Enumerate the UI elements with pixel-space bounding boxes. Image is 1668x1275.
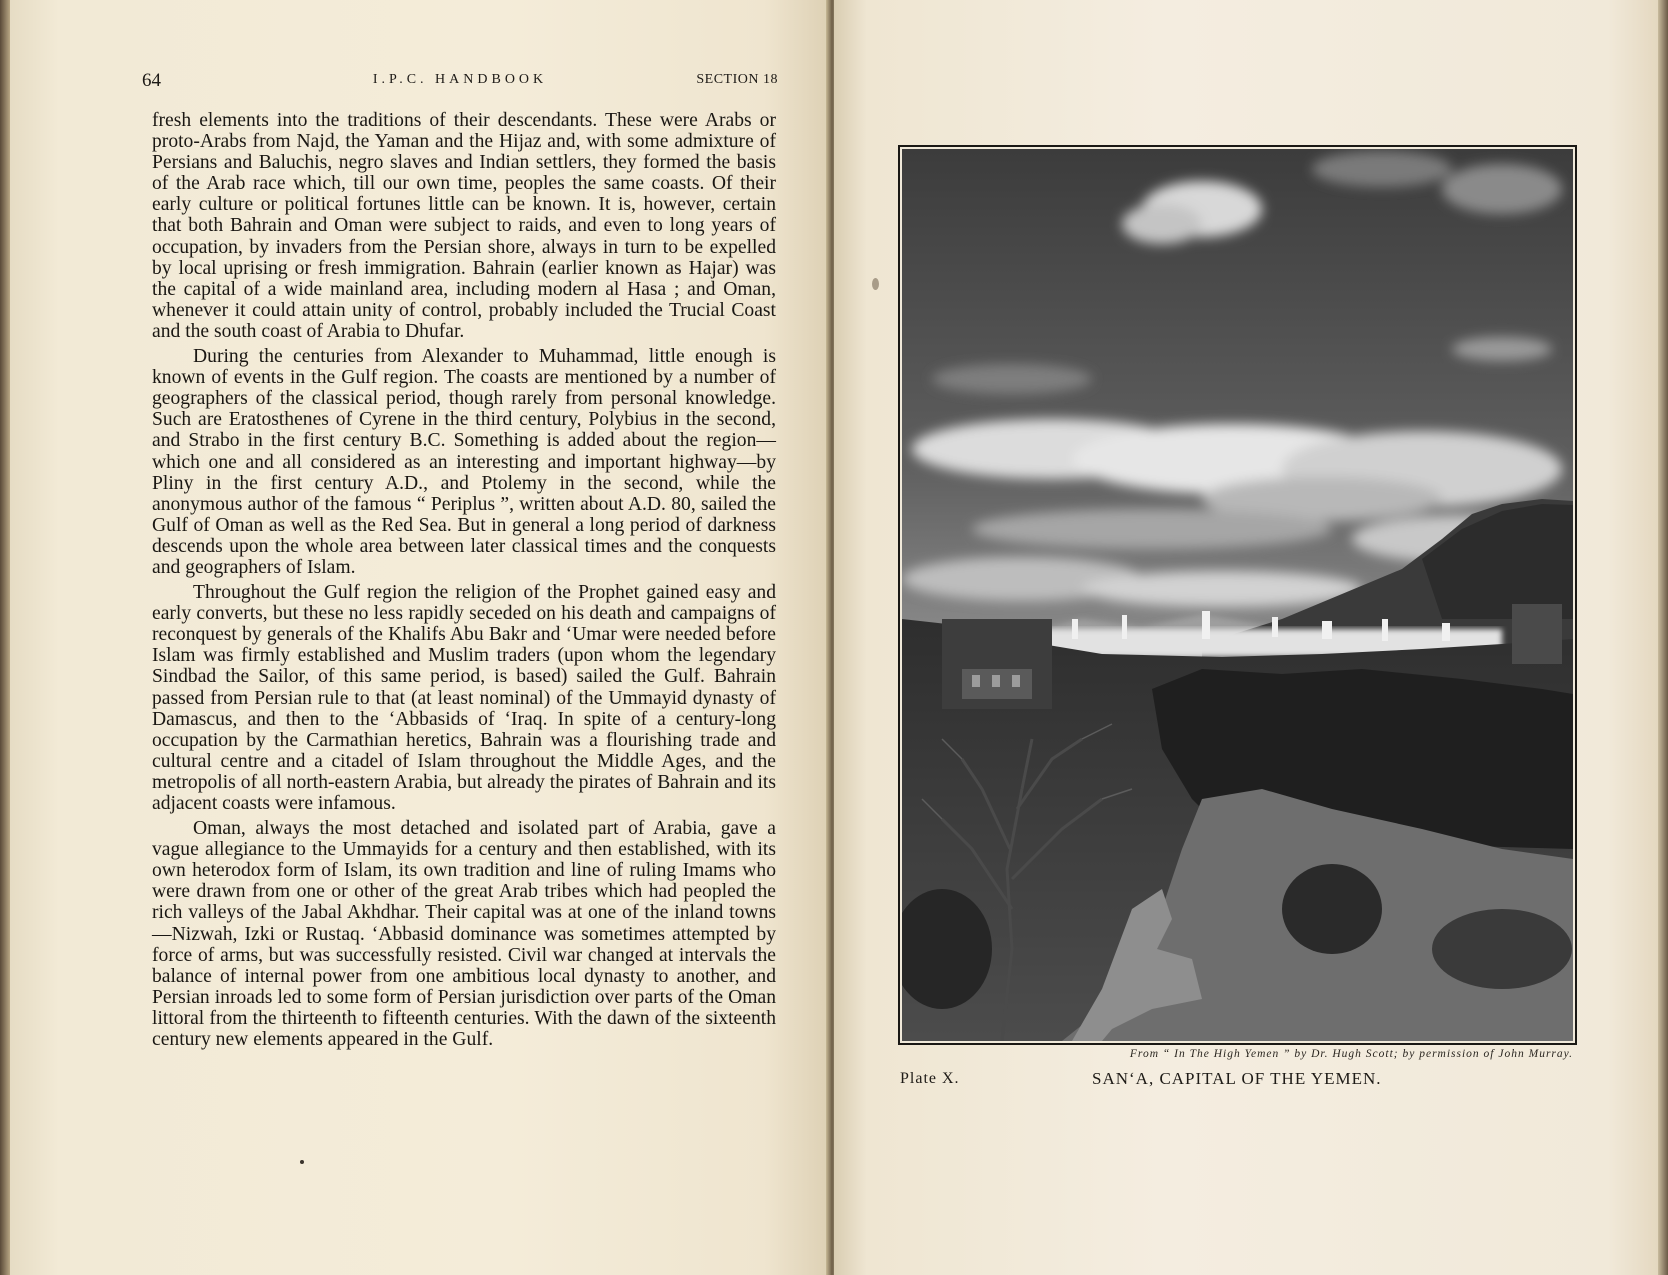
paragraph-2: During the centuries from Alexander to Muhammad, little enough is known of events in the Gulf region. The coasts are mentioned by a number of geographers of the classical period, though rarely from personal knowledge. Such are Eratosthenes of Cyrene in the third century, Polybius in the second, and Strabo in the first century B.C. Something is added about the region—which one and all considered as an interesting and important highway—by Pliny in the first century A.D., and Ptolemy in the second, while the anonymous author of the famous “ Periplus ”, written about A.D. 80, sailed the Gulf of Oman as well as the Red Sea. But in general a long period of darkness descends upon the whole area between later classical times and the conquests and geographers of Islam. — [152, 346, 776, 578]
paragraph-4: Oman, always the most detached and isolated part of Arabia, gave a vague allegiance to the Ummayids for a century and then established, with its own heterodox form of Islam, its own tradition and line of ruling Imams who were drawn from one or other of the great Arab tribes which had peopled the rich valleys of the Jabal Akhdhar. Their capital was at one of the inland towns—Nizwah, Izki or Rustaq. ‘Abbasid dominance was sometimes attempted by force of arms, but was successfully resisted. Civil war changed at intervals the balance of internal power from one ambitious local dynasty to another, and Persian inroads led to some form of Persian jurisdiction over parts of the Oman littoral from the thirteenth to fifteenth centuries. With the dawn of the sixteenth century new elements appeared in the Gulf. — [152, 818, 776, 1051]
section-label: SECTION 18 — [696, 72, 778, 87]
plate-photo-frame — [898, 145, 1577, 1045]
page-header — [142, 70, 778, 94]
body-text — [152, 110, 776, 1054]
page-smudge — [872, 278, 879, 290]
ink-speck — [300, 1160, 304, 1164]
paragraph-3: Throughout the Gulf region the religion of the Prophet gained easy and early converts, but these no less rapidly seceded on his death and campaigns of reconquest by generals of the Khalifs Abu Bakr and ‘Umar were needed before Islam was firmly established and Muslim traders (upon whom the legendary Sindbad the Sailor, of this same period, is based) sailed the Gulf. Bahrain passed from Persian rule to that (at least nominal) of the Ummayid dynasty of Damascus, and then to the ‘Abbasids of ‘Iraq. In spite of a century-long occupation by the Carmathian heretics, Bahrain was a flourishing trade and cultural centre and a citadel of Islam throughout the Middle Ages, and the metropolis of all north-eastern Arabia, but already the pirates of Bahrain and its adjacent coasts were infamous. — [152, 582, 776, 814]
right-page-edge — [1658, 0, 1668, 1275]
plate-caption: SAN‘A, CAPITAL OF THE YEMEN. — [1092, 1069, 1382, 1088]
paragraph-1: fresh elements into the traditions of their descendants. These were Arabs or proto-Arabs from Najd, the Yaman and the Hijaz and, with some admixture of Persians and Baluchis, negro slaves and Indian settlers, they formed the basis of the Arab race which, till our own time, peoples the same coasts. Of their early culture or political fortunes little can be known. It is, however, certain that both Bahrain and Oman were subject to raids, and even to long years of occupation, by invaders from the Persian shore, always in turn to be expelled by local uprising or fresh immigration. Bahrain (earlier known as Hajar) was the capital of a wide mainland area, including modern al Hasa ; and Oman, whenever it could attain unity of control, probably included the Trucial Coast and the south coast of Arabia to Dhufar. — [152, 110, 776, 342]
running-head: I.P.C. HANDBOOK — [372, 72, 548, 87]
plate-photograph — [902, 149, 1573, 1041]
left-page-edge — [0, 0, 10, 1275]
page-number: 64 — [142, 70, 161, 91]
plate-number: Plate X. — [900, 1070, 960, 1087]
plate-credit: From “ In The High Yemen ” by Dr. Hugh Scott; by permission of John Murray. — [1129, 1048, 1573, 1060]
